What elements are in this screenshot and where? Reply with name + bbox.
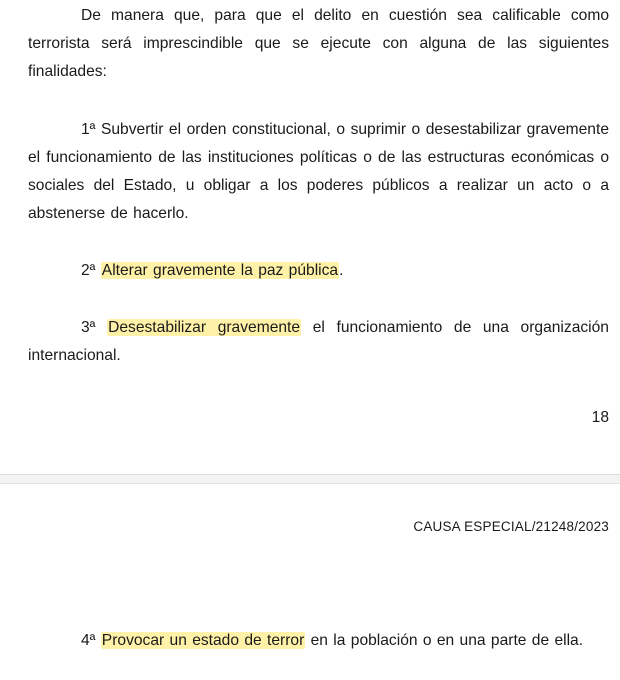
highlighted-text[interactable]: Alterar gravemente la paz pública: [101, 262, 339, 279]
item-number: 3ª: [81, 319, 96, 336]
page-separator: [0, 474, 620, 484]
item-number: 4ª: [81, 632, 96, 649]
highlighted-text[interactable]: Provocar un estado de terror: [101, 632, 305, 649]
item-number: 1ª: [81, 121, 96, 138]
page-number: 18: [591, 409, 609, 426]
list-item-3: [28, 314, 609, 370]
item-number: 2ª: [81, 262, 96, 279]
case-header: CAUSA ESPECIAL/21248/2023: [413, 519, 609, 534]
list-item-2: [28, 257, 609, 285]
list-item-4: [28, 627, 609, 655]
item-text: .: [339, 262, 344, 279]
item-text: en la población o en una parte de ella.: [305, 632, 584, 649]
item-text: Subvertir el orden constitucional, o suprimir o desestabilizar gravemente el funcionamiento de las instituciones políticas o de las estructuras económicas o sociales del Estado, u obligar a los poderes públicos a realizar un acto o a abstenerse de hacerlo.: [28, 121, 609, 222]
document-page-2: [0, 484, 620, 680]
item-text: el funcionamiento de una organización internacional.: [28, 319, 609, 364]
list-item-1: [28, 116, 609, 228]
intro-paragraph: De manera que, para que el delito en cuestión sea calificable como terrorista será imprescindible que se ejecute con alguna de las siguientes finalidades:: [28, 7, 609, 80]
highlighted-text[interactable]: Desestabilizar gravemente: [108, 319, 301, 336]
